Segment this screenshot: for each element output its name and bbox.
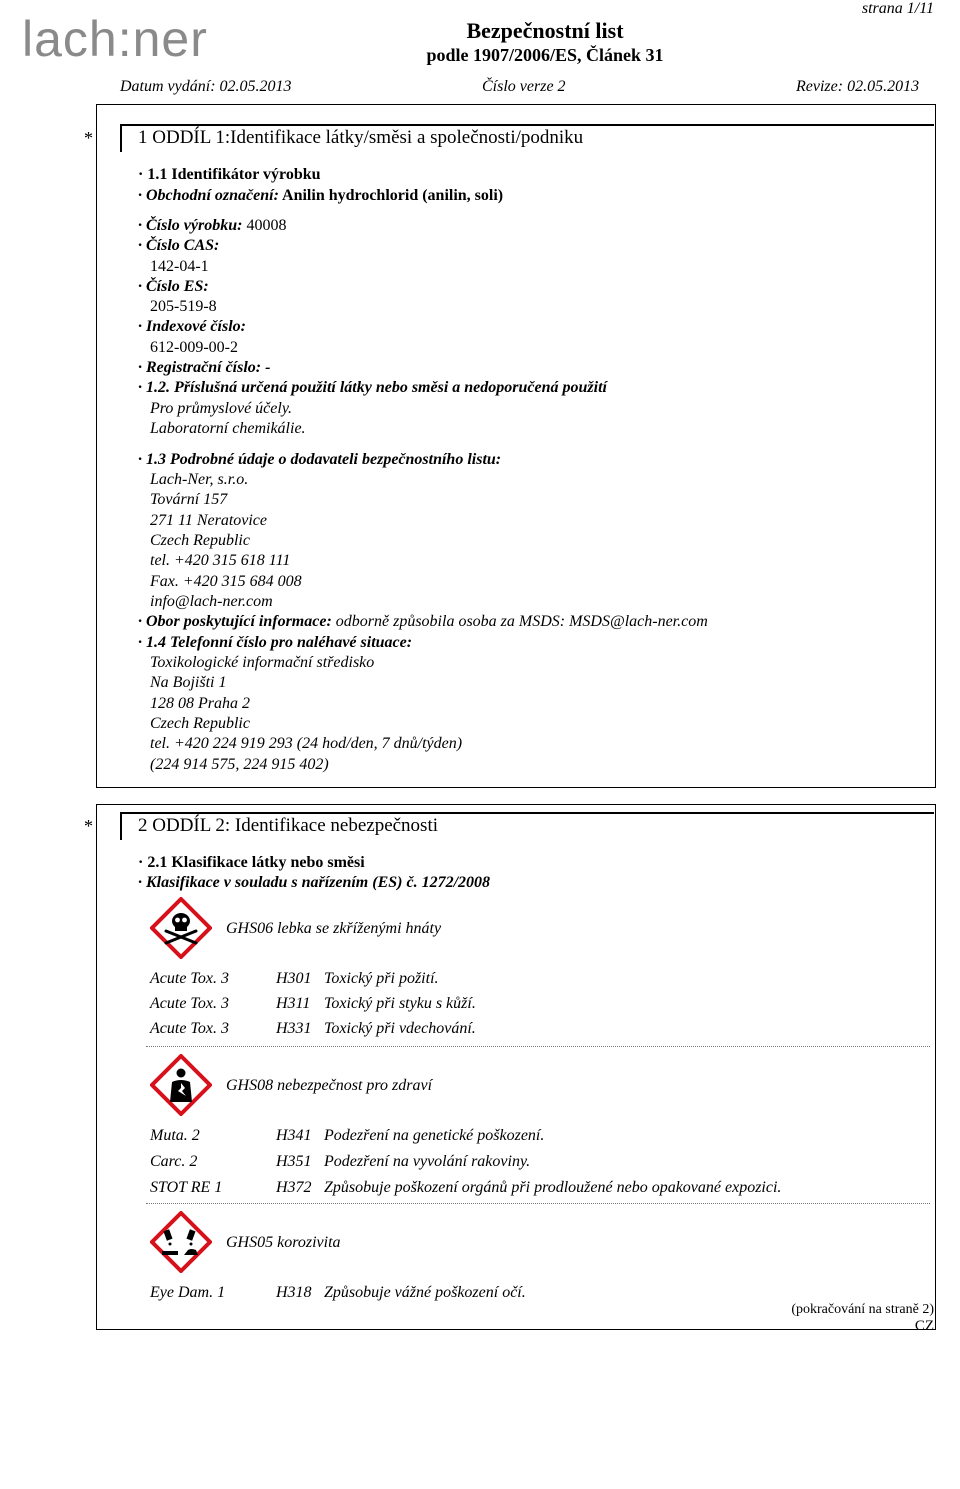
hazard-statement: Podezření na vyvolání rakoviny. xyxy=(324,1153,531,1170)
trade-name-line xyxy=(138,187,503,205)
hazard-code: H331 xyxy=(276,1020,312,1037)
hazard-statement: Toxický při požití. xyxy=(324,970,439,987)
use-industrial: Pro průmyslové účely. xyxy=(150,400,293,417)
hazard-code: H311 xyxy=(276,995,311,1012)
document-title: Bezpečnostní list xyxy=(466,18,624,43)
hazard-class: Carc. 2 xyxy=(150,1153,198,1170)
use-laboratory: Laboratorní chemikálie. xyxy=(150,420,306,437)
emergency-country: Czech Republic xyxy=(150,715,250,732)
supplier-street: Tovární 157 xyxy=(150,491,228,508)
ghs06-label: GHS06 lebka se zkříženými hnáty xyxy=(226,920,442,937)
section-2-heading-text: 2 ODDÍL 2: Identifikace nebezpečnosti xyxy=(138,815,439,836)
hazard-class: Acute Tox. 3 xyxy=(150,995,229,1012)
product-number-label: · Číslo výrobku: xyxy=(138,217,243,234)
hazard-class: Eye Dam. 1 xyxy=(150,1284,226,1301)
page-number: strana 1/11 xyxy=(861,0,934,17)
emergency-phone-label: · 1.4 Telefonní číslo pro naléhavé situace: xyxy=(138,634,413,651)
dotted-divider xyxy=(146,1203,930,1204)
trade-name-label: · Obchodní označení: xyxy=(138,187,279,204)
supplier-details-label: · 1.3 Podrobné údaje o dodavateli bezpečnostního listu: xyxy=(138,451,502,468)
supplier-fax: Fax. +420 315 684 008 xyxy=(150,573,302,590)
supplier-email[interactable]: info@lach-ner.com xyxy=(150,593,273,610)
hazard-code: H351 xyxy=(276,1153,312,1170)
revision-date: Revize: 02.05.2013 xyxy=(796,78,920,95)
registration-number: · Registrační číslo: - xyxy=(138,359,271,376)
emergency-phone: tel. +420 224 919 293 (24 hod/den, 7 dnů/týden) xyxy=(150,735,463,752)
ghs08-health-hazard-icon xyxy=(150,1054,212,1116)
ec-label: · Číslo ES: xyxy=(138,278,209,295)
index-value: 612-009-00-2 xyxy=(150,339,238,356)
ghs06-skull-icon xyxy=(150,897,212,959)
hazard-class: Acute Tox. 3 xyxy=(150,1020,229,1037)
index-label: · Indexové číslo: xyxy=(138,318,246,335)
section-2-heading xyxy=(120,812,934,840)
document-subtitle: podle 1907/2006/ES, Článek 31 xyxy=(426,45,664,65)
cas-label: · Číslo CAS: xyxy=(138,237,220,254)
change-marker: * xyxy=(84,128,93,148)
supplier-phone: tel. +420 315 618 111 xyxy=(150,552,291,569)
emergency-city: 128 08 Praha 2 xyxy=(150,695,250,712)
continued-note: (pokračování na straně 2) xyxy=(791,1302,934,1317)
hazard-class: STOT RE 1 xyxy=(150,1179,223,1196)
ec-value: 205-519-8 xyxy=(150,298,217,315)
hazard-statement: Způsobuje vážné poškození očí. xyxy=(324,1284,526,1301)
classification-regulation: · Klasifikace v souladu s nařízením (ES) č. 1272/2008 xyxy=(138,874,491,891)
language-code: CZ xyxy=(914,1318,934,1334)
info-department-value: odborně způsobila osoba za MSDS: MSDS@lach-ner.com xyxy=(331,613,708,630)
version-number: Číslo verze 2 xyxy=(482,78,566,95)
identified-uses-label: · 1.2. Příslušná určená použití látky nebo směsi a nedoporučená použití xyxy=(138,379,607,396)
trade-name-value: Anilin hydrochlorid (anilin, soli) xyxy=(278,187,504,204)
supplier-city: 271 11 Neratovice xyxy=(150,512,268,529)
emergency-center: Toxikologické informační středisko xyxy=(150,654,375,671)
info-department-label: · Obor poskytující informace: xyxy=(138,613,332,630)
hazard-code: H318 xyxy=(276,1284,312,1301)
product-number-line xyxy=(138,217,286,235)
hazard-class: Acute Tox. 3 xyxy=(150,970,229,987)
emergency-street: Na Bojišti 1 xyxy=(150,674,227,691)
info-department-line xyxy=(138,613,708,631)
issue-date: Datum vydání: 02.05.2013 xyxy=(120,78,292,95)
emergency-phone-alt: (224 914 575, 224 915 402) xyxy=(150,756,329,773)
hazard-code: H301 xyxy=(276,970,312,987)
hazard-code: H341 xyxy=(276,1127,312,1144)
change-marker: * xyxy=(84,816,93,836)
product-number-value: 40008 xyxy=(242,217,287,234)
supplier-name: Lach-Ner, s.r.o. xyxy=(150,471,249,488)
ghs05-label: GHS05 korozivita xyxy=(226,1234,341,1251)
hazard-code: H372 xyxy=(276,1179,312,1196)
ghs05-corrosion-icon xyxy=(150,1211,212,1273)
cas-value: 142-04-1 xyxy=(150,258,209,275)
dotted-divider xyxy=(146,1046,930,1047)
company-logo: lach:ner xyxy=(22,11,208,67)
hazard-statement: Podezření na genetické poškození. xyxy=(324,1127,545,1144)
supplier-country: Czech Republic xyxy=(150,532,250,549)
ghs08-label: GHS08 nebezpečnost pro zdraví xyxy=(226,1077,433,1094)
classification-label: · 2.1 Klasifikace látky nebo směsi xyxy=(138,854,365,871)
hazard-class: Muta. 2 xyxy=(150,1127,200,1144)
section-1-heading xyxy=(120,124,934,152)
product-identifier-label: · 1.1 Identifikátor výrobku xyxy=(138,166,321,183)
hazard-statement: Způsobuje poškození orgánů při prodloužené nebo opakované expozici. xyxy=(324,1179,782,1196)
hazard-statement: Toxický při vdechování. xyxy=(324,1020,476,1037)
hazard-statement: Toxický při styku s kůží. xyxy=(324,995,476,1012)
section-1-heading-text: 1 ODDÍL 1:Identifikace látky/směsi a společnosti/podniku xyxy=(138,127,584,148)
